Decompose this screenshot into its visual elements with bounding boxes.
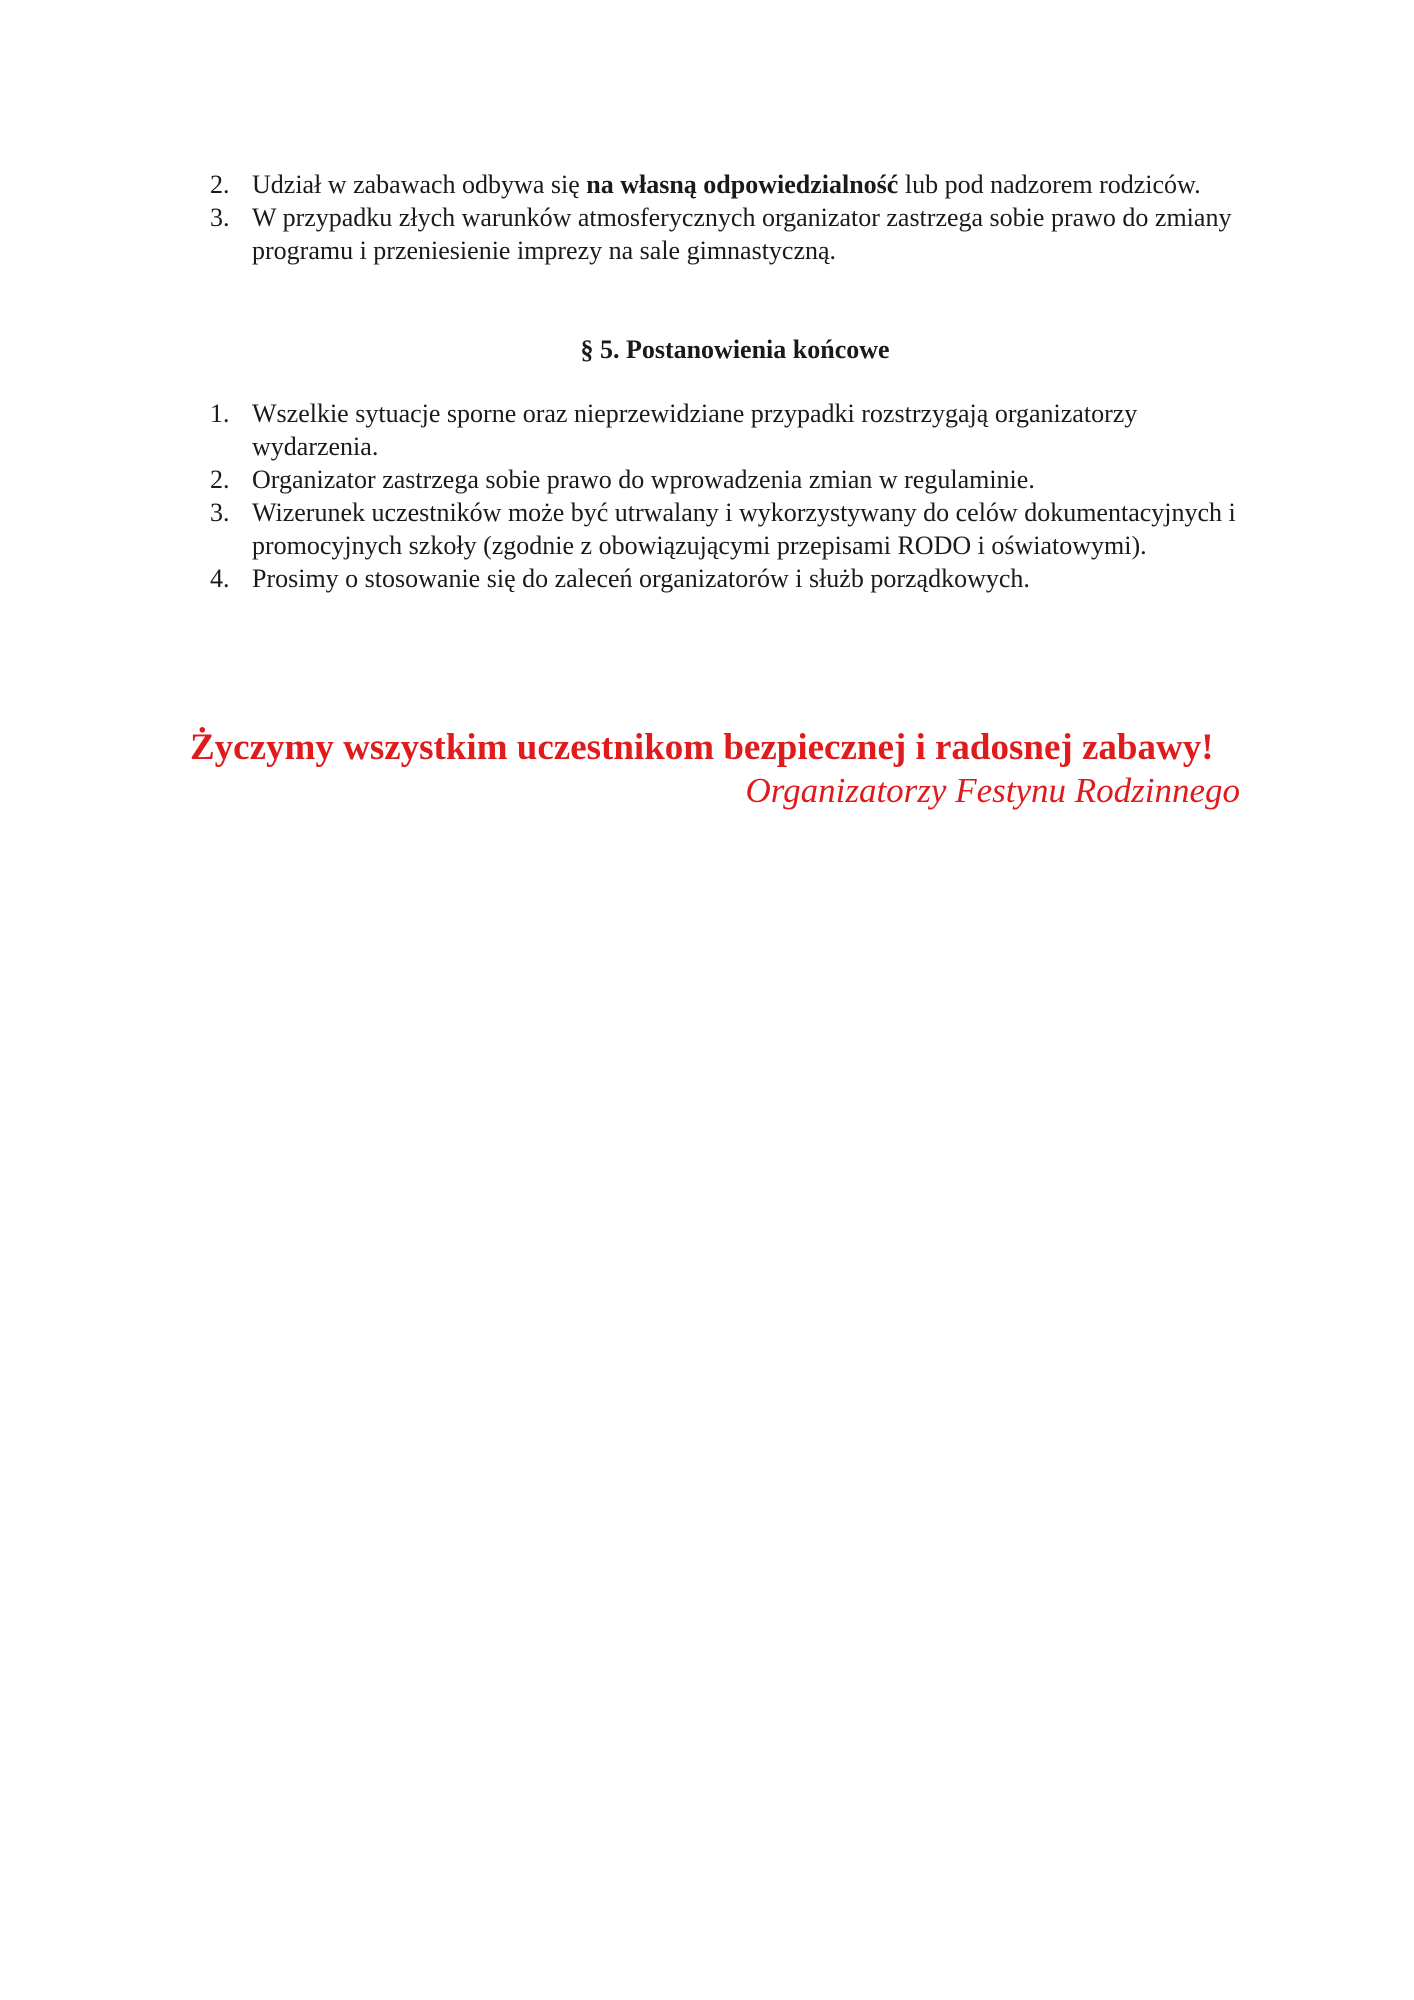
item-number: 2. [210,465,230,494]
list-item [200,496,1260,562]
list-item [200,201,1260,267]
item-text: Wszelkie sytuacje sporne oraz nieprzewidziane przypadki rozstrzygają organizatorzy wydarzenia. [252,399,1138,461]
item-number: 4. [210,564,230,593]
list-item [200,168,1260,201]
item-number: 2. [210,170,230,199]
item-text-end: lub pod nadzorem rodziców. [898,170,1201,199]
item-text: Wizerunek uczestników może być utrwalany i wykorzystywany do celów dokumentacyjnych i promocyjnych szkoły (zgodnie z obowiązującymi przepisami RODO i oświatowymi). [252,498,1236,560]
list-item [200,463,1260,496]
closing-wish: Życzymy wszystkim uczestnikom bezpiecznej i radosnej zabawy! [190,727,1214,768]
section4-list [200,168,1260,267]
closing-signature: Organizatorzy Festynu Rodzinnego [745,771,1240,810]
item-number: 3. [210,203,230,232]
item-number: 3. [210,498,230,527]
section5-list [200,397,1260,595]
section5-heading: § 5. Postanowienia końcowe [580,335,890,364]
list-item [200,562,1260,595]
item-text: Prosimy o stosowanie się do zaleceń organizatorów i służb porządkowych. [252,564,1030,593]
list-item [200,397,1260,463]
item-text: Organizator zastrzega sobie prawo do wprowadzenia zmian w regulaminie. [252,465,1035,494]
item-text-bold: na własną odpowiedzialność [586,170,899,199]
item-text: W przypadku złych warunków atmosferycznych organizator zastrzega sobie prawo do zmiany programu i przeniesienie imprezy na sale gimnastyczną. [252,203,1232,265]
item-text-start: Udział w zabawach odbywa się [252,170,587,199]
item-number: 1. [210,399,230,428]
